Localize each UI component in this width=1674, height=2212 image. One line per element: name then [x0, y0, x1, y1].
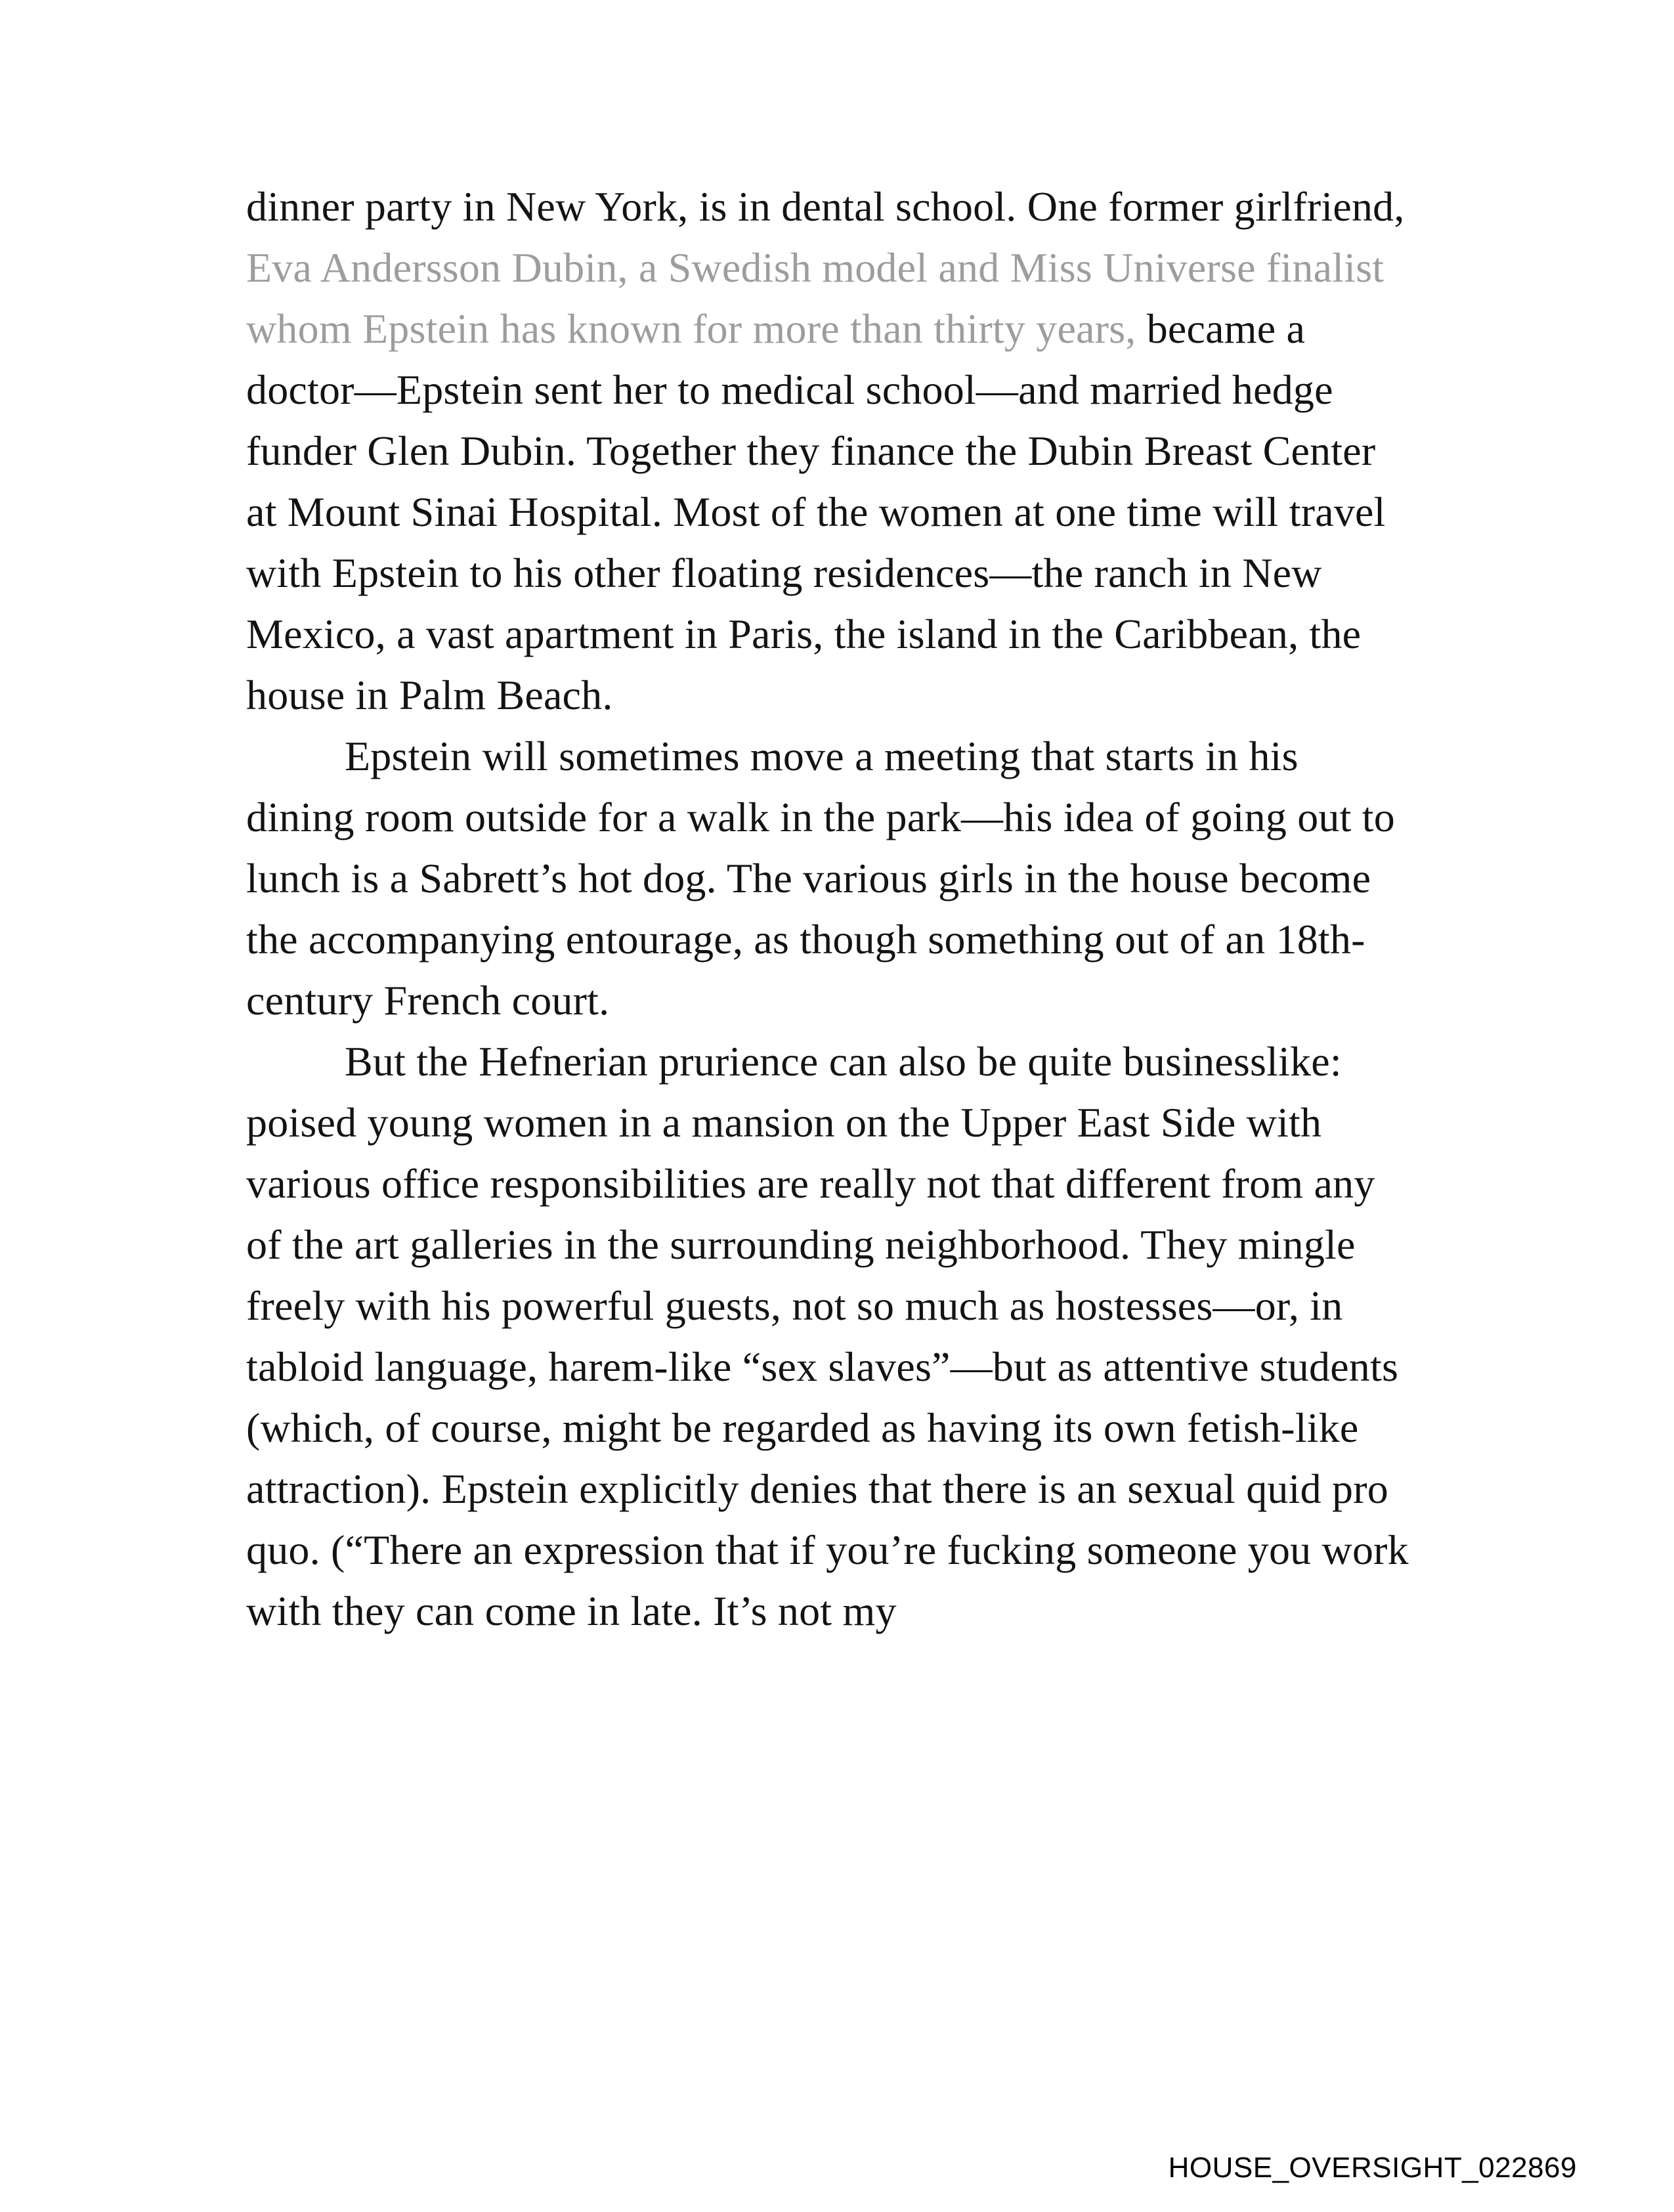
paragraph — [246, 1031, 1411, 1641]
text-segment: dinner party in New York, is in dental school. One former girlfriend, — [246, 183, 1405, 230]
document-id-label: HOUSE_OVERSIGHT_022869 — [1168, 2152, 1577, 2184]
grayed-text-segment: Eva Andersson Dubin, a Swedish model and Miss Universe finalist whom Epstein has known for more than thirty years, — [246, 244, 1384, 352]
paragraph — [246, 726, 1411, 1031]
paragraph — [246, 176, 1411, 726]
body-text — [246, 176, 1411, 1641]
text-segment: Epstein will sometimes move a meeting that starts in his dining room outside for a walk in the park—his idea of going out to lunch is a Sabrett’s hot dog. The various girls in the house become the accompanying entourage, as though something out of an 18th-century French court. — [246, 733, 1395, 1024]
text-segment: But the Hefnerian prurience can also be quite businesslike: poised young women in a mansion on the Upper East Side with various office responsibilities are really not that different from any of the art galleries in the surrounding neighborhood. They mingle freely with his powerful guests, not so much as hostesses—or, in tabloid language, harem-like “sex slaves”—but as attentive students (which, of course, might be regarded as having its own fetish-like attraction). Epstein explicitly denies that there is an sexual quid pro quo. (“There an expression that if you’re fucking someone you work with they can come in late. It’s not my — [246, 1038, 1409, 1634]
text-segment: became a doctor—Epstein sent her to medical school—and married hedge funder Glen Dubin. Together they finance the Dubin Breast Center at Mount Sinai Hospital. Most of the women at one time will travel with Epstein to his other floating residences—the ranch in New Mexico, a vast apartment in Paris, the island in the Caribbean, the house in Palm Beach. — [246, 305, 1386, 718]
